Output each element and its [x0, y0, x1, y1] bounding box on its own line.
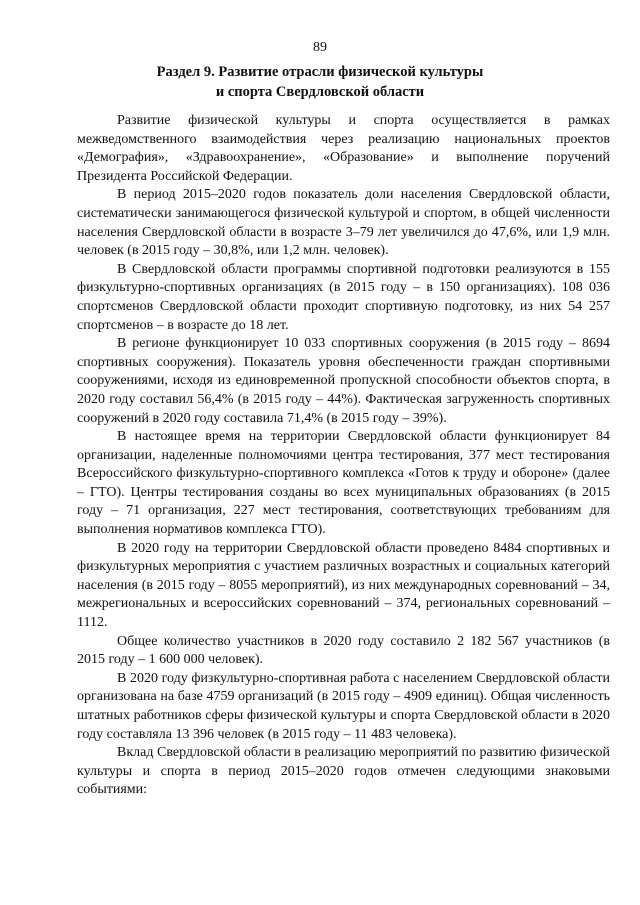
- body-text: [77, 112, 610, 800]
- section-heading: [120, 62, 520, 102]
- paragraph: Общее количество участников в 2020 году составило 2 182 567 участников (в 2015 году – 1 600 000 человек).: [77, 633, 610, 668]
- paragraph: В Свердловской области программы спортивной подготовки реализуются в 155 физкультурно-спортивных организациях (в 2015 году – в 150 организациях). 108 036 спортсменов Свердловской области проходит спортивную подготовку, из них 54 257 спортсменов – в возрасте до 18 лет.: [77, 261, 610, 333]
- section-title-line-2: и спорта Свердловской области: [215, 84, 425, 100]
- paragraph: Вклад Свердловской области в реализацию мероприятий по развитию физической культуры и спорта в период 2015–2020 годов отмечен следующими знаковыми событиями:: [77, 745, 610, 798]
- paragraph: В период 2015–2020 годов показатель доли населения Свердловской области, систематически занимающегося физической культурой и спортом, в общей численности населения Свердловской области в возрасте 3–79 лет увеличился до 47,6%, или 1,9 млн. человек (в 2015 году – 30,8%, или 1,2 млн. человек).: [77, 187, 610, 259]
- paragraph: В 2020 году физкультурно-спортивная работа с населением Свердловской области организована на базе 4759 организаций (в 2015 году – 4909 единиц). Общая численность штатных работников сферы физической культуры и спорта Свердловской области в 2020 году составляла 13 396 человек (в 2015 году – 11 483 человека).: [77, 670, 610, 742]
- paragraph: В 2020 году на территории Свердловской области проведено 8484 спортивных и физкультурных мероприятия с участием различных возрастных и социальных категорий населения (в 2015 году – 8055 мероприятий), из них международных соревнований – 34, межрегиональных и всероссийских соревнований – 374, региональных соревнований – 1112.: [77, 540, 610, 631]
- paragraph: Развитие физической культуры и спорта осуществляется в рамках межведомственного взаимодействия через реализацию национальных проектов «Демография», «Здравоохранение», «Образование» и выполнение поручений Президента Российской Федерации.: [77, 113, 610, 184]
- page-number: 89: [313, 40, 327, 55]
- section-title-line-1: Раздел 9. Развитие отрасли физической культуры: [156, 64, 484, 80]
- paragraph: В регионе функционирует 10 033 спортивных сооружения (в 2015 году – 8694 спортивных сооружения). Показатель уровня обеспеченности граждан спортивными сооружениями, исходя из единовременной пропускной способности объектов спорта, в 2020 году составил 56,4% (в 2015 году – 44%). Фактическая загруженность спортивных сооружений в 2020 году составила 71,4% (в 2015 году – 39%).: [77, 336, 610, 426]
- paragraph: В настоящее время на территории Свердловской области функционирует 84 организации, наделенные полномочиями центра тестирования, 377 мест тестирования Всероссийского физкультурно-спортивного комплекса «Готов к труду и обороне» (далее – ГТО). Центры тестирования созданы во всех муниципальных образованиях (в 2015 году – 71 организация, 227 мест тестирования, соответствующих требованиям для выполнения нормативов комплекса ГТО).: [77, 429, 610, 538]
